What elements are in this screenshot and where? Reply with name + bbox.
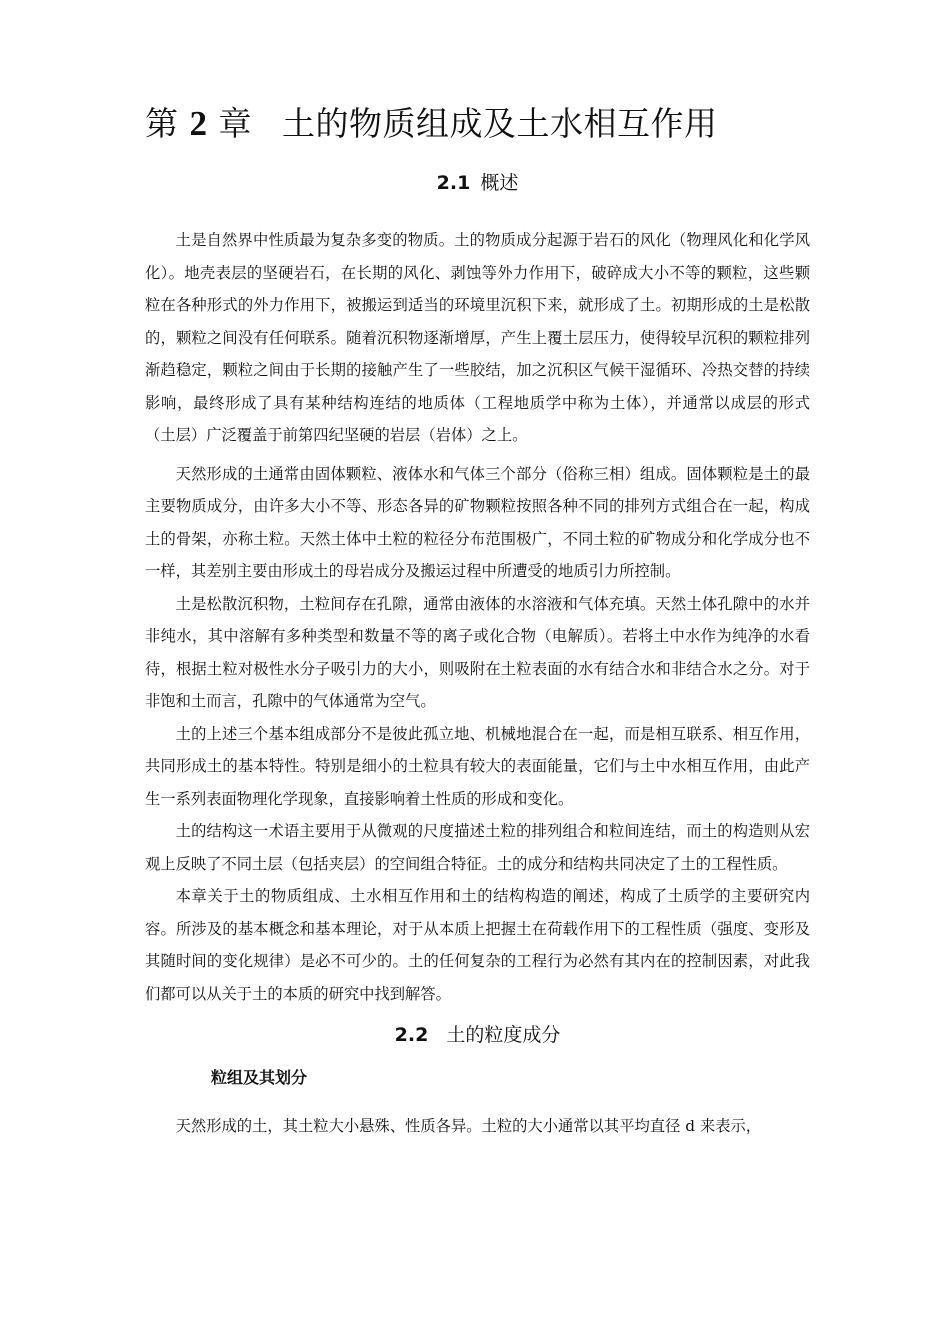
document-page [145,96,810,1143]
paragraph: 土的结构这一术语主要用于从微观的尺度描述土粒的排列组合和粒间连结，而土的构造则从宏观上反映了不同土层（包括夹层）的空间组合特征。土的成分和结构共同决定了土的工程性质。 [145,822,810,873]
section-number: 2.2 [394,1024,429,1046]
subsection-title: 粒组及其划分 [211,1068,308,1087]
chapter-label-prefix: 第 [145,104,179,143]
paragraph: 天然形成的土，其土粒大小悬殊、性质各异。土粒的大小通常以其平均直径 d 来表示， [175,1117,762,1135]
section-body [145,1110,810,1143]
section-title-text: 土的粒度成分 [446,1024,561,1046]
paragraph: 土的上述三个基本组成部分不是彼此孤立地、机械地混合在一起，而是相互联系、相互作用，共同形成土的基本特性。特别是细小的土粒具有较大的表面能量，它们与土中水相互作用，由此产生一系列表面物理化学现象，直接影响着土性质的形成和变化。 [145,724,810,808]
section-number: 2.1 [436,172,471,194]
paragraph: 土是自然界中性质最为复杂多变的物质。土的物质成分起源于岩石的风化（物理风化和化学风化）。地壳表层的坚硬岩石，在长期的风化、剥蚀等外力作用下，破碎成大小不等的颗粒，这些颗粒在各种形式的外力作用下，被搬运到适当的环境里沉积下来，就形成了土。初期形成的土是松散的，颗粒之间没有任何联系。随着沉积物逐渐增厚，产生上覆土层压力，使得较早沉积的颗粒排列渐趋稳定，颗粒之间由于长期的接触产生了一些胶结，加之沉积区气候干湿循环、冷热交替的持续影响，最终形成了具有某种结构连结的地质体（工程地质学中称为土体），并通常以成层的形式（土层）广泛覆盖于前第四纪坚硬的岩层（岩体）之上。 [145,231,810,444]
paragraph: 天然形成的土通常由固体颗粒、液体水和气体三个部分（俗称三相）组成。固体颗粒是土的最主要物质成分，由许多大小不等、形态各异的矿物颗粒按照各种不同的排列方式组合在一起，构成土的骨架，亦称土粒。天然土体中土粒的粒径分布范围极广，不同土粒的矿物成分和化学成分也不一样，其差别主要由形成土的母岩成分及搬运过程中所遭受的地质引力所控制。 [145,464,810,580]
chapter-label-suffix: 章 [218,104,252,143]
section-body [145,224,810,1010]
section-title [145,168,810,198]
chapter-title [145,96,810,152]
section-title [145,1020,810,1050]
chapter-title-text: 土的物质组成及土水相互作用 [282,104,718,143]
paragraph: 本章关于土的物质组成、土水相互作用和土的结构构造的阐述，构成了土质学的主要研究内容。所涉及的基本概念和基本理论，对于从本质上把握土在荷载作用下的工程性质（强度、变形及其随时间的变化规律）是必不可少的。土的任何复杂的工程行为必然有其内在的控制因素，对此我们都可以从关于土的本质的研究中找到解答。 [145,887,810,1003]
paragraph: 土是松散沉积物，土粒间存在孔隙，通常由液体的水溶液和气体充填。天然土体孔隙中的水并非纯水，其中溶解有多种类型和数量不等的离子或化合物（电解质）。若将土中水作为纯净的水看待，根据土粒对极性水分子吸引力的大小，则吸附在土粒表面的水有结合水和非结合水之分。对于非饱和土而言，孔隙中的气体通常为空气。 [145,594,810,710]
section-title-text: 概述 [480,172,519,194]
chapter-number: 2 [189,104,208,143]
